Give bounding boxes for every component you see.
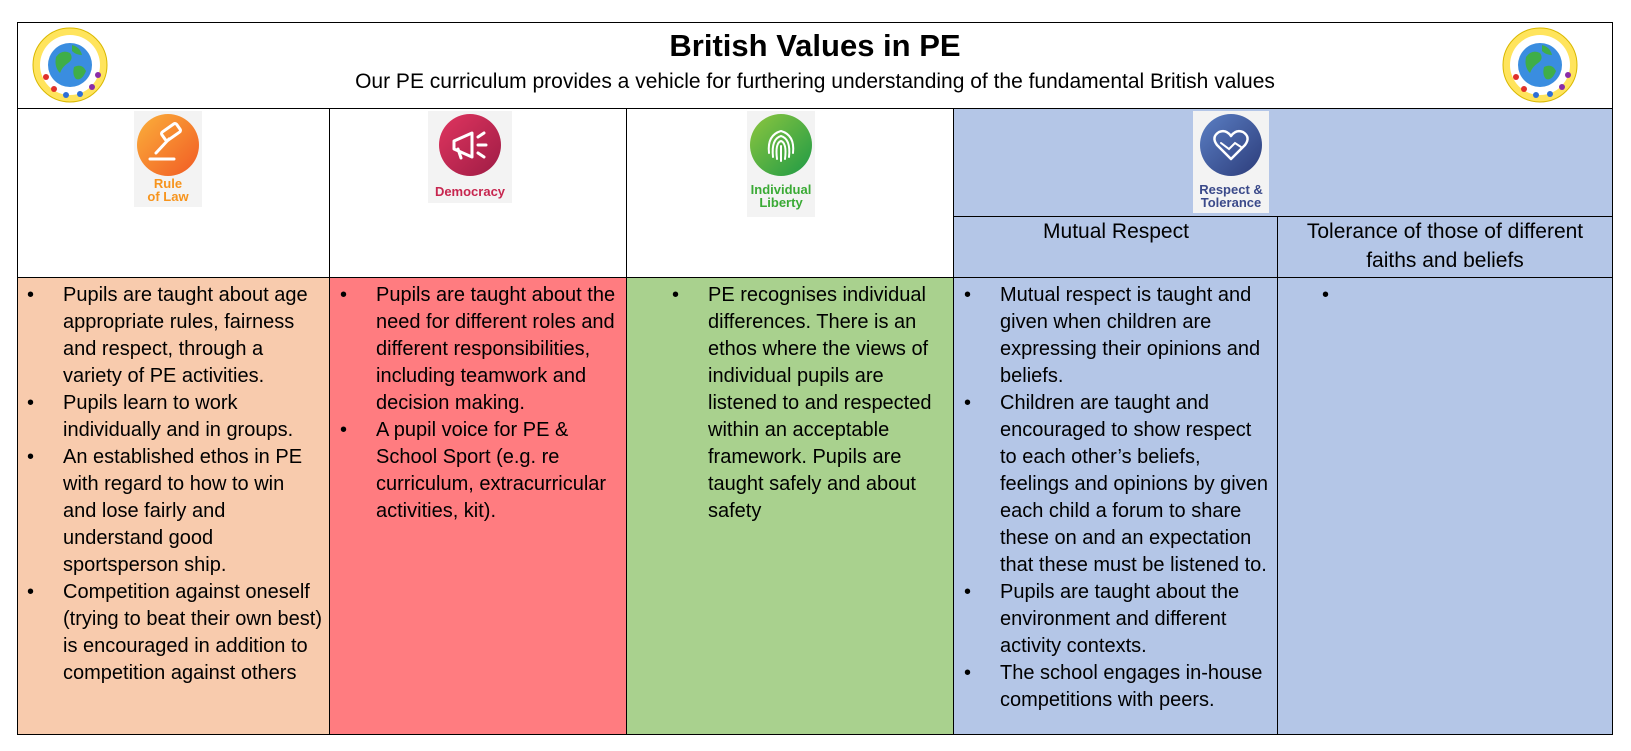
bullet-list — [708, 282, 940, 525]
democracy-badge — [428, 111, 512, 203]
page-title: British Values in PE — [669, 28, 961, 63]
tolerance-heading: Tolerance of those of different faiths and beliefs — [1306, 220, 1584, 272]
icon-cell — [954, 109, 1612, 217]
list-item: • The school engages in-house competitions with peers. — [1000, 660, 1268, 714]
subheader-cell — [954, 217, 1278, 278]
page-header — [18, 23, 1612, 109]
column-democracy — [330, 109, 627, 734]
respect-tolerance-badge — [1193, 111, 1269, 213]
subheader-cell — [1278, 217, 1612, 278]
icon-cell — [330, 109, 627, 278]
mutual-respect-body — [954, 278, 1278, 734]
column-individual-liberty — [627, 109, 954, 734]
badge-label: Tolerance — [1200, 195, 1262, 210]
democracy-body — [330, 278, 627, 734]
badge-label: Democracy — [434, 184, 506, 199]
list-item: • Pupils are taught about the environment and different activity contexts. — [1000, 579, 1268, 660]
list-item — [1358, 282, 1598, 309]
list-item: • An established ethos in PE with regard to how to win and lose fairly and understand good sportsperson ship. — [63, 444, 323, 579]
bullet-list — [1000, 282, 1268, 714]
list-item: • PE recognises individual differences. There is an ethos where the views of individual pupils are listened to and respected within an acceptable framework. Pupils are taught safely and about safety — [708, 282, 940, 525]
individual-liberty-badge — [747, 111, 815, 217]
heart-handshake-icon — [1199, 113, 1263, 177]
list-item: • Pupils are taught about age appropriate rules, fairness and respect, through a variety of PE activities. — [63, 282, 323, 390]
rule-of-law-body — [18, 278, 330, 734]
fingerprint-icon — [749, 113, 813, 177]
page-subtitle: Our PE curriculum provides a vehicle for furthering understanding of the fundamental British values — [355, 70, 1275, 93]
list-item: • Pupils are taught about the need for different roles and different responsibilities, including teamwork and decision making. — [376, 282, 621, 417]
list-item: • Children are taught and encouraged to show respect to each other’s beliefs, feelings and opinions by given each child a forum to share these on and an expectation that these must be listened to. — [1000, 390, 1268, 579]
badge-label: of Law — [147, 189, 189, 204]
list-item: • Pupils learn to work individually and in groups. — [63, 390, 323, 444]
school-logo-right — [1502, 27, 1578, 103]
bullet-list — [376, 282, 621, 525]
values-table — [17, 22, 1613, 735]
list-item: • Competition against oneself (trying to beat their own best) is encouraged in addition to competition against others — [63, 579, 323, 687]
mutual-respect-heading: Mutual Respect — [1043, 220, 1189, 243]
badge-label: Rule — [153, 176, 183, 191]
column-tolerance — [1278, 217, 1612, 734]
icon-cell — [627, 109, 954, 278]
gavel-icon — [136, 113, 200, 177]
megaphone-icon — [438, 113, 502, 177]
badge-label: Liberty — [759, 195, 803, 210]
bullet-list — [1358, 282, 1598, 309]
icon-cell — [18, 109, 330, 278]
rule-of-law-badge — [134, 111, 202, 207]
bullet-list — [63, 282, 323, 687]
column-mutual-respect — [954, 217, 1278, 734]
individual-liberty-body — [627, 278, 954, 734]
tolerance-body — [1278, 278, 1612, 734]
list-item: • Mutual respect is taught and given when children are expressing their opinions and beliefs. — [1000, 282, 1268, 390]
column-rule-of-law — [18, 109, 330, 734]
badge-label: Respect & — [1199, 182, 1263, 197]
list-item: • A pupil voice for PE & School Sport (e.g. re curriculum, extracurricular activities, kit). — [376, 417, 621, 525]
badge-label: Individual — [750, 182, 812, 197]
